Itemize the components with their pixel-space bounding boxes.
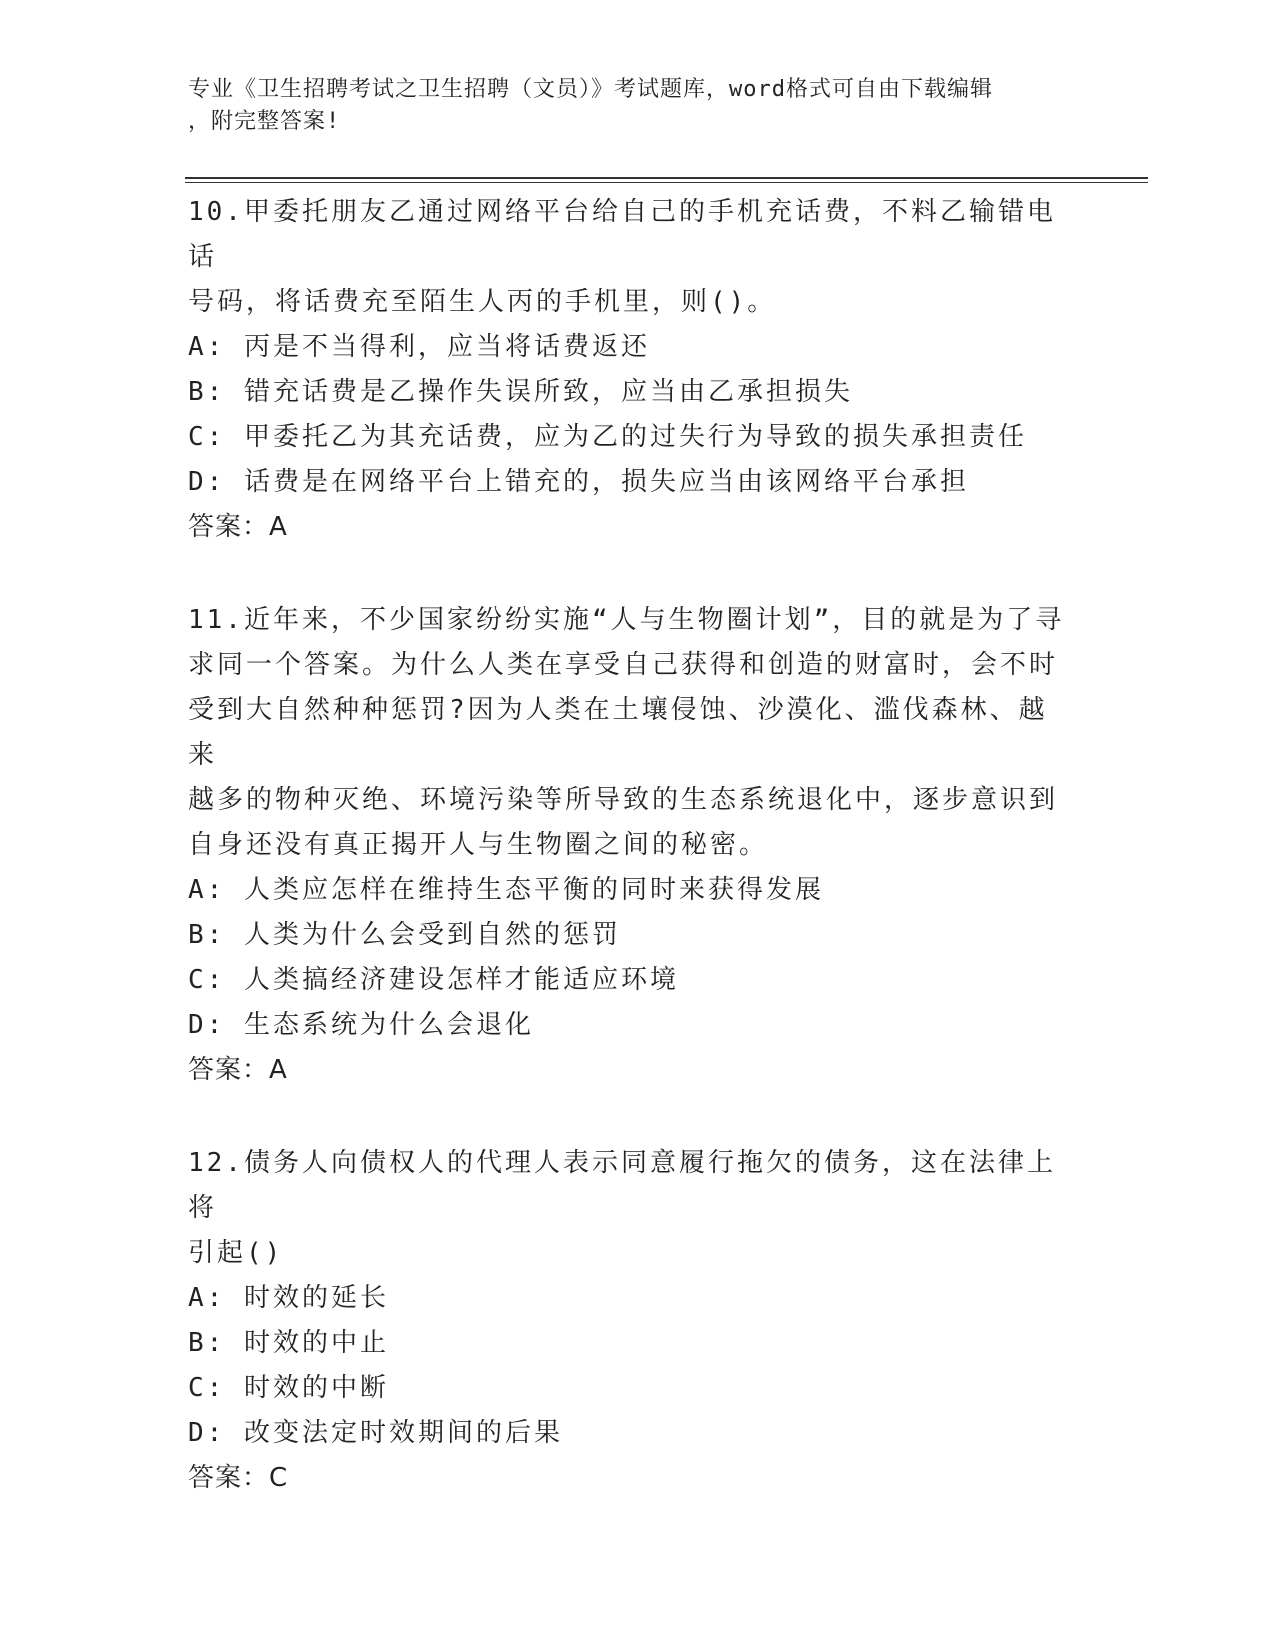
option-d: D: 话费是在网络平台上错充的，损失应当由该网络平台承担 (188, 467, 969, 497)
question-text-line: 自身还没有真正揭开人与生物圈之间的秘密。 (188, 830, 769, 860)
question-text-line: 求同一个答案。为什么人类在享受自己获得和创造的财富时，会不时 (188, 650, 1059, 680)
question-text-line: 号码，将话费充至陌生人丙的手机里，则()。 (188, 287, 777, 317)
header-line-1: 专业《卫生招聘考试之卫生招聘（文员）》考试题库，word格式可自由下载编辑 (188, 77, 993, 102)
option-b: B: 时效的中止 (188, 1328, 389, 1358)
option-d: D: 生态系统为什么会退化 (188, 1010, 534, 1040)
header-line-2: ，附完整答案! (188, 109, 341, 134)
question-10 (188, 190, 1088, 550)
question-text-line: 越多的物种灭绝、环境污染等所导致的生态系统退化中，逐步意识到 (188, 785, 1059, 815)
answer: 答案：C (188, 1463, 289, 1493)
question-12 (188, 1141, 1088, 1501)
option-c: C: 人类搞经济建设怎样才能适应环境 (188, 965, 679, 995)
question-text-line: 12.债务人向债权人的代理人表示同意履行拖欠的债务，这在法律上将 (188, 1148, 1056, 1223)
question-text-line: 11.近年来，不少国家纷纷实施“人与生物圈计划”，目的就是为了寻 (188, 605, 1065, 635)
question-11 (188, 598, 1088, 1093)
option-d: D: 改变法定时效期间的后果 (188, 1418, 563, 1448)
question-list (188, 190, 1088, 1549)
answer: 答案：A (188, 1055, 288, 1085)
document-header (188, 74, 1068, 138)
option-b: B: 错充话费是乙操作失误所致，应当由乙承担损失 (188, 377, 853, 407)
header-divider-thin (185, 182, 1148, 183)
question-text-line: 10.甲委托朋友乙通过网络平台给自己的手机充话费，不料乙输错电话 (188, 197, 1056, 272)
option-c: C: 时效的中断 (188, 1373, 389, 1403)
header-divider-thick (185, 177, 1148, 179)
option-a: A: 时效的延长 (188, 1283, 389, 1313)
question-text-line: 引起() (188, 1238, 284, 1268)
option-a: A: 丙是不当得利，应当将话费返还 (188, 332, 650, 362)
answer: 答案：A (188, 512, 288, 542)
question-text-line: 受到大自然种种惩罚?因为人类在土壤侵蚀、沙漠化、滥伐森林、越来 (188, 695, 1048, 770)
option-b: B: 人类为什么会受到自然的惩罚 (188, 920, 621, 950)
option-a: A: 人类应怎样在维持生态平衡的同时来获得发展 (188, 875, 824, 905)
option-c: C: 甲委托乙为其充话费，应为乙的过失行为导致的损失承担责任 (188, 422, 1027, 452)
